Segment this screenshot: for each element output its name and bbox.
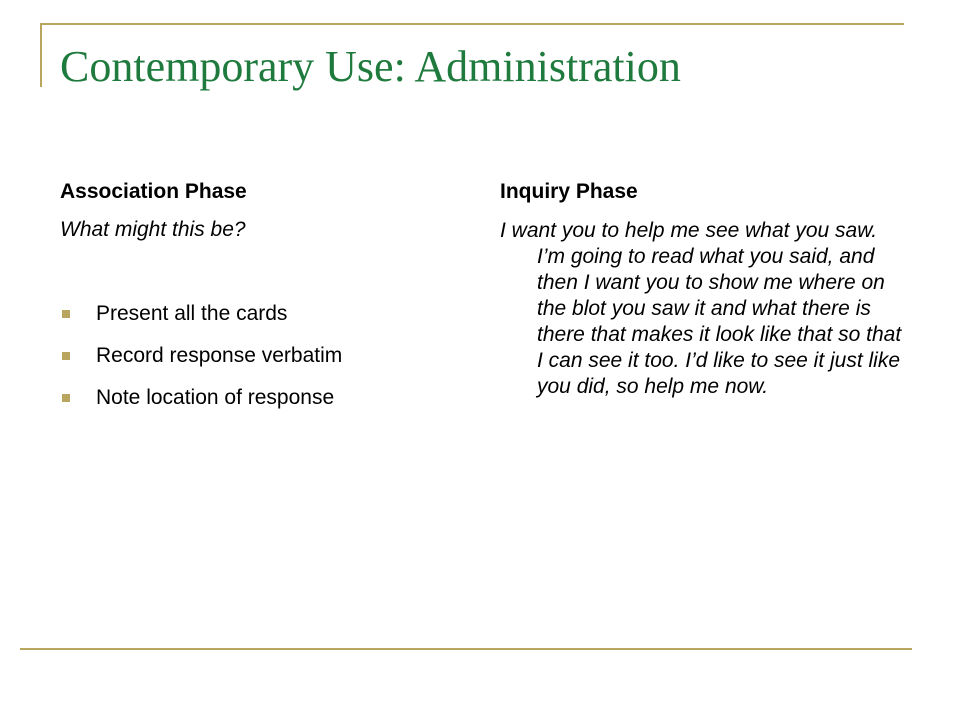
left-rule (40, 23, 42, 87)
inquiry-phase-heading: Inquiry Phase (500, 180, 638, 203)
list-item (60, 382, 470, 424)
list-item (60, 298, 470, 340)
association-question: What might this be? (60, 218, 246, 241)
slide-title: Contemporary Use: Administration (60, 42, 681, 91)
inquiry-prompt-text: I want you to help me see what you saw. I’m going to read what you said, and then I want you to show me where on the blot you saw it and what there is there that makes it look like that so that I can see it too. I’d like to see it just like you did, so help me now. (500, 219, 902, 398)
association-bullet-list (60, 298, 470, 424)
bullet-text: Note location of response (96, 386, 335, 409)
bottom-rule (20, 648, 912, 650)
list-item (60, 340, 470, 382)
association-phase-column (60, 176, 470, 424)
bullet-text: Record response verbatim (96, 344, 343, 367)
top-rule (40, 23, 904, 25)
square-bullet-icon (62, 394, 70, 402)
square-bullet-icon (62, 352, 70, 360)
bullet-text: Present all the cards (96, 302, 288, 325)
square-bullet-icon (62, 310, 70, 318)
association-phase-heading: Association Phase (60, 180, 247, 203)
inquiry-phase-column (500, 176, 910, 400)
